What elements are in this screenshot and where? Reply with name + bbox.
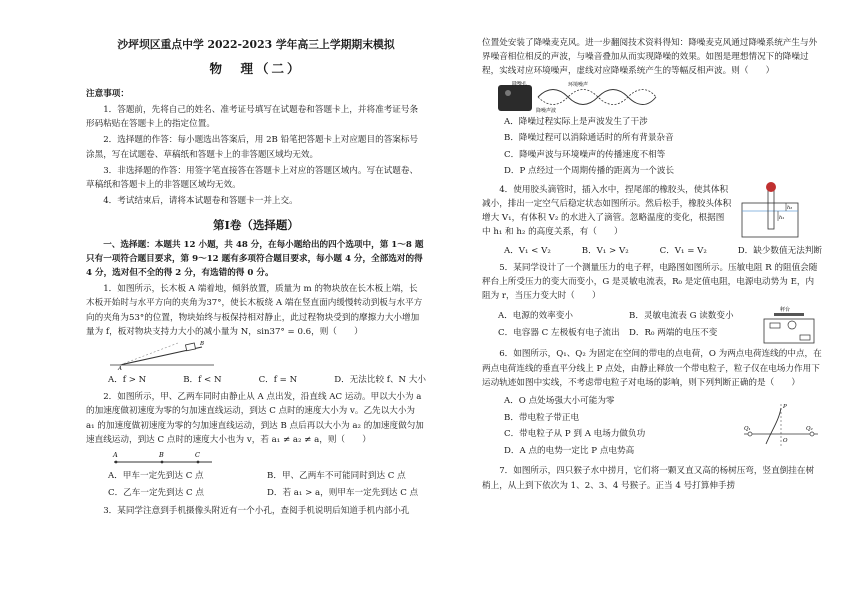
question-2-figure <box>108 449 218 467</box>
noise-label: 环境噪声 <box>568 81 589 88</box>
notice-item-4: 4．考试结束后，请将本试题卷和答题卡一并上交。 <box>103 196 298 207</box>
question-6-options <box>482 392 742 460</box>
question-3-continued: 位置处安装了降噪麦克风。进一步翻阅技术资料得知：降噪麦克风通过降噪系统产生与外界噪音相位相反的声波，与噪音叠加从而实现降噪的效果。如图是理想情况下的降噪过程，实线对应环境噪声，虚线对应降噪系统产生的等幅反相声波。则（ ） <box>482 38 818 77</box>
noise-wave <box>538 89 656 104</box>
notice-heading: 注意事项： <box>86 89 129 100</box>
q3-option-b: B．降噪过程可以消除通话时的所有背景杂音 <box>504 133 674 144</box>
label-q2: Q₂ <box>806 425 813 432</box>
point-c-label: C <box>195 450 200 459</box>
trajectory <box>766 408 781 444</box>
q6-option-c: C．带电粒子从 P 到 A 电场力做负功 <box>504 429 646 440</box>
q3-option-a: A．降噪过程实际上是声波发生了干涉 <box>504 116 648 127</box>
subject-title: 物 理（二） <box>209 60 303 76</box>
q6-option-d: D．A 点的电势一定比 P 点电势高 <box>504 445 635 456</box>
question-5-options <box>498 310 760 341</box>
question-1-figure <box>108 341 218 371</box>
question-3-figure <box>498 81 658 113</box>
q1-option-b: B．f < N <box>183 374 222 385</box>
notice-item-3: 3．非选择题的作答：用签字笔直接答在答题卡上对应的答题区域内。写在试题卷、草稿纸和答题卡上的非答题区域均无效。 <box>86 165 419 190</box>
q6-option-a: A．O 点处场强大小可能为零 <box>504 395 615 406</box>
notice-item-1: 1．答题前，先将自己的姓名、准考证号填写在试题卷和答题卡上，并将准考证号条形码粘贴在答题卡上的指定位置。 <box>86 105 419 130</box>
block-shape <box>185 343 195 351</box>
charge-q2 <box>810 432 814 436</box>
question-3-start: 3．某同学注意到手机摄像头附近有一个小孔，查阅手机说明后知道手机内部小孔 <box>103 505 410 516</box>
point-b-dot <box>161 461 164 464</box>
label-b: B <box>200 340 205 347</box>
phone-camera <box>505 90 511 96</box>
resistor-r0 <box>800 335 810 340</box>
question-5-options-row <box>482 305 822 345</box>
label-a: A <box>118 365 122 371</box>
q1-option-c: C．f = N <box>258 374 298 385</box>
q1-option-d: D．无法比较 f、N 大小 <box>334 374 426 385</box>
question-5-figure <box>760 305 818 345</box>
q3-option-c: C．降噪声波与环境噪声的传播速度不相等 <box>504 149 666 160</box>
right-column <box>482 34 822 495</box>
left-column <box>86 0 426 520</box>
label-o: O <box>783 437 788 444</box>
scale-platform <box>774 313 804 316</box>
h1-label: h₁ <box>779 214 785 221</box>
notice-item-2: 2．选择题的作答：每小题选出答案后，用 2B 铅笔把答题卡上对应题目的答案标号涂黑，写在试题卷、草稿纸和答题卡上的非答题区域均无效。 <box>86 135 419 160</box>
charge-q1 <box>748 432 752 436</box>
label-p: P <box>783 403 787 410</box>
phone-image <box>498 85 532 111</box>
question-5-text: 5．某同学设计了一个测量压力的电子秤，电路图如图所示。压敏电阻 R 的阻值会随秤台上所受压力的变大而变小，G 是灵敏电流表，R₀ 是定值电阻，电源电动势为 E，内阻为 r，当压力变大时（ ） <box>482 262 818 302</box>
q2-option-b: B．甲、乙两车不可能同时到达 C 点 <box>267 470 406 481</box>
q4-option-b: B．V₁ > V₂ <box>581 245 629 256</box>
point-c-dot <box>197 461 200 464</box>
q3-option-d: D．P 点经过一个周期传播的距离为一个波长 <box>504 166 675 177</box>
question-1-options <box>108 374 426 387</box>
question-6-text: 6．如图所示，Q₁、Q₂ 为固定在空间的带电的点电荷，O 为两点电荷连线的中点，在两点电荷连线的垂直平分线上 P 点处，由静止释放一个带电粒子，粒子仅在电场力作用下运动轨迹如图中实线，不考虑带电粒子对电场的影响，则下列判断正确的是（ ） <box>482 349 822 388</box>
resistor-r <box>770 323 780 328</box>
q2-option-a: A．甲车一定先到达 C 点 <box>108 470 204 481</box>
q5-option-b: B．灵敏电流表 G 读数变小 <box>629 311 734 322</box>
point-a-label: A <box>113 450 118 459</box>
section-instruction: 一、选择题：本题共 12 小题，共 48 分，在每小题给出的四个选项中，第 1～8 题只有一项符合题目要求，第 9～12 题有多项符合题目要求，每小题 4 分，全部选对的得 4 分，选对但不全的得 2 分，有选错的得 0 分。 <box>86 239 424 279</box>
q2-option-d: D．若 a₁ > a，则甲车一定先到达 C 点 <box>267 488 419 499</box>
q2-option-c: C．乙车一定先到达 C 点 <box>108 488 204 499</box>
point-b-label: B <box>159 450 164 459</box>
question-4-block <box>482 181 822 242</box>
anti-noise-label: 降噪声波 <box>536 107 557 113</box>
question-6-figure <box>742 400 820 450</box>
rubber-bulb <box>766 182 776 192</box>
hole-label: 降噪孔 <box>512 80 528 87</box>
q1-option-a: A．f > N <box>108 374 147 385</box>
q4-option-a: A．V₁ < V₂ <box>504 245 551 256</box>
section-title: 第Ⅰ卷（选择题） <box>213 218 299 233</box>
q5-option-a: A．电源的效率变小 <box>498 311 573 322</box>
anti-noise-wave <box>538 89 656 104</box>
q5-option-d: D．R₀ 两端的电压不变 <box>629 328 718 339</box>
galvanometer-g <box>788 321 796 329</box>
label-q1: Q₁ <box>744 425 751 432</box>
question-6-block <box>482 392 822 460</box>
question-4-text: 4．使用胶头滴管时，插入水中，捏尾部的橡胶头，使其体积减小，排出一定空气后稳定状态如图所示。然后松手，橡胶头体积增大 V₁，有体积 V₂ 的水进入了滴管。忽略温度的变化，根据图中 h₁ 和 h₂ 的高度关系，有（ ） <box>482 184 732 238</box>
q6-option-b: B．带电粒子带正电 <box>504 412 580 423</box>
h2-label: h₂ <box>787 204 793 211</box>
question-4-figure <box>738 181 806 239</box>
q5-option-c: C．电容器 C 左极板有电子流出 <box>498 328 620 339</box>
q4-option-d: D．缺少数值无法判断 <box>737 245 822 256</box>
question-7-start: 7．如图所示，四只猴子水中捞月，它们将一颗叉直又高的杨树压弯，竖直倒挂在树梢上，从上到下依次为 1、2、3、4 号猴子。正当 4 号打算伸手捞 <box>482 466 815 491</box>
school-title: 沙坪坝区重点中学 2022-2023 学年高三上学期期末模拟 <box>117 38 395 51</box>
question-1-text: 1．如图所示，长木板 A 端着地，倾斜放置，质量为 m 的物块放在长木板上端，长木板开始时与水平方向的夹角为37°，使长木板绕 A 端在竖直面内缓慢转动到板与水平方向的夹角为53°的位置，物块始终与板保持相对静止，此过程物块受到的摩擦力大小增加量为 f，板对物块支持力大小的减小量为 N，sin37° = 0.6，则（ ） <box>86 284 423 337</box>
q4-option-c: C．V₁ = V₂ <box>659 245 707 256</box>
question-4-options <box>504 245 822 258</box>
scale-label: 秤台 <box>780 307 791 314</box>
question-2-text: 2．如图所示，甲、乙两车同时由静止从 A 点出发，沿直线 AC 运动。甲以大小为 a 的加速度做初速度为零的匀加速直线运动，到达 C 点时的速度大小为 v。乙先以大小为 a₁ 的加速度做初速度为零的匀加速直线运动，到达 B 点后再以大小为 a₂ 的加速度做匀加速直线运动，到达 C 点时的速度大小也为 v，若 a₁ ≠ a₂ ≠ a，则（ ） <box>86 392 424 445</box>
question-2-options <box>108 470 426 501</box>
point-a-dot <box>115 461 118 464</box>
